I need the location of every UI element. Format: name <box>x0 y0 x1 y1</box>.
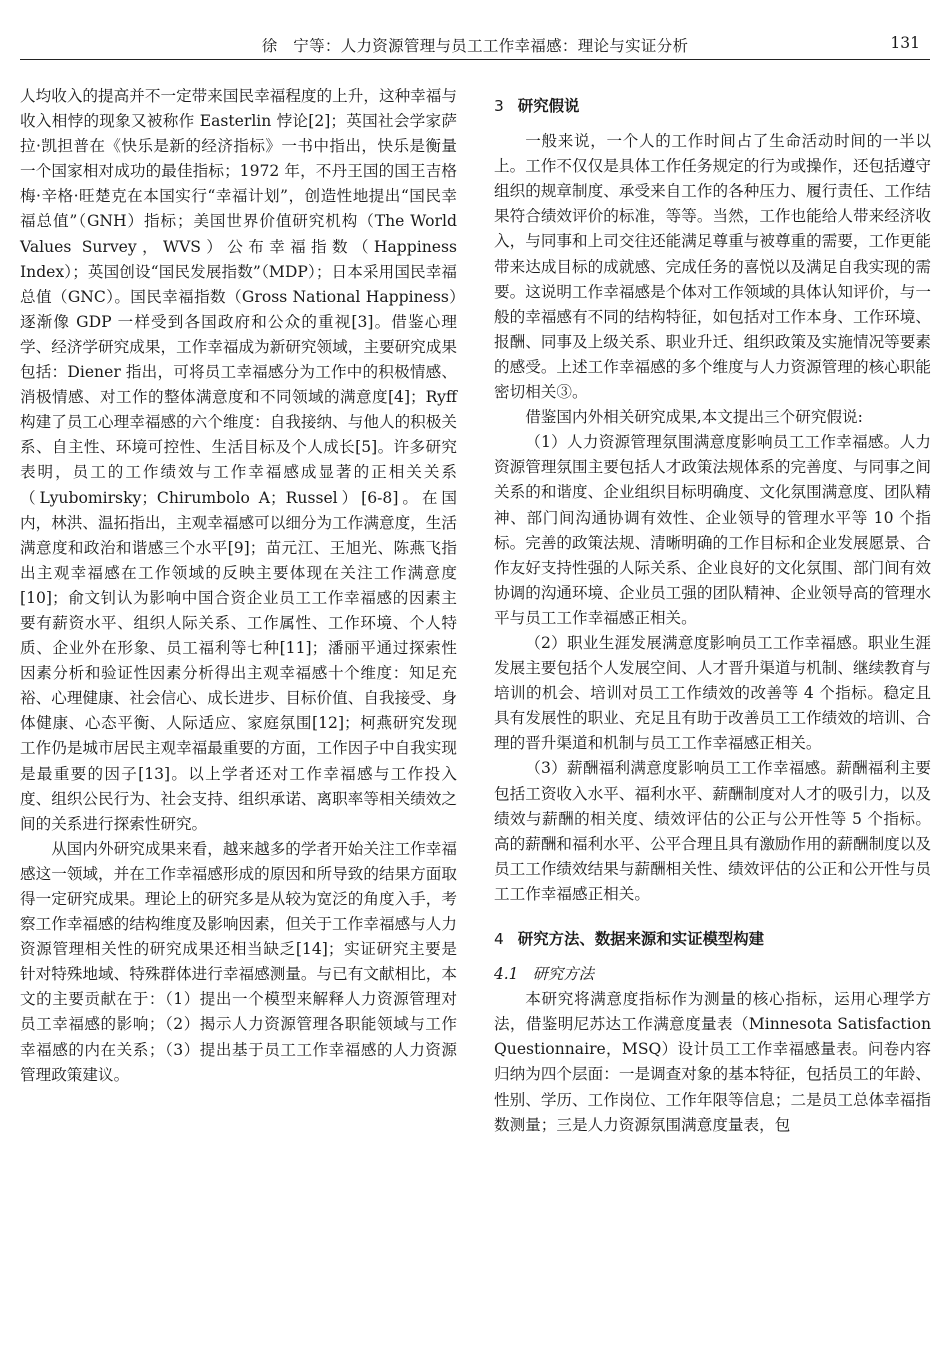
subsection-number: 4.1 <box>494 965 519 984</box>
section-heading <box>494 94 931 119</box>
page-header <box>0 34 950 60</box>
subsection-title: 研究方法 <box>532 965 595 984</box>
section-heading <box>494 927 931 952</box>
header-rule <box>20 59 930 60</box>
section-title: 研究假说 <box>517 97 580 115</box>
paragraph: 本研究将满意度指标作为测量的核心指标，运用心理学方法，借鉴明尼苏达工作满意度量表（Minnesota Satisfaction Questionnaire，MSQ）设计员工工作幸福感量表。问卷内容归纳为四个层面：一是调查对象的基本特征，包括员工的年龄、性别、学历、工作岗位、工作年限等信息；二是员工总体幸福指数测量；三是人力资源氛围满意度量表，包 <box>494 990 931 1134</box>
paragraph: 人均收入的提高并不一定带来国民幸福程度的上升，这种幸福与收入相悖的现象又被称作 Easterlin 悖论[2]；英国社会学家萨拉·凯担普在《快乐是新的经济指标》一书中指出，快乐是衡量一个国家相对成功的最佳指标；1972 年，不丹王国的国王吉格梅·辛格·旺楚克在本国实行“幸福计划”，创造性地提出“国民幸福总值”（GNH）指标；美国世界价值研究机构（The World Values Survey，WVS）公布幸福指数（Happiness Index）；英国创设“国民发展指数”（MDP）；日本采用国民幸福总值（GNC）。国民幸福指数（Gross National Happiness）逐渐像 GDP 一样受到各国政府和公众的重视[3]。借鉴心理学、经济学研究成果，工作幸福成为新研究领域，主要研究成果包括：Diener 指出，可将员工幸福感分为工作中的积极情感、消极情感、对工作的整体满意度和不同领域的满意度[4]；Ryff 构建了员工心理幸福感的六个维度：自我接纳、与他人的积极关系、自主性、环境可控性、生活目标及个人成长[5]。许多研究表明，员工的工作绩效与工作幸福感成显著的正相关关系（Lyubomirsky；Chirumbolo A；Russel）[6-8]。在国内，林洪、温拓指出，主观幸福感可以细分为工作满意度，生活满意度和政治和谐感三个水平[9]；苗元江、王旭光、陈燕飞指出主观幸福感在工作领域的反映主要体现在关注工作满意度[10]；俞文钊认为影响中国合资企业员工工作幸福感的因素主要有薪资水平、组织人际关系、工作属性、工作环境、个人特质、企业外在形象、员工福利等七种[11]；潘丽平通过探索性因素分析和验证性因素分析得出主观幸福感十个维度：知足充裕、心理健康、社会信心、成长进步、目标价值、自我接受、身体健康、心态平衡、人际适应、家庭氛围[12]；柯燕研究发现工作仍是城市居民主观幸福最重要的方面，工作因子中自我实现是最重要的因子[13]。以上学者还对工作幸福感与工作投入度、组织公民行为、社会支持、组织承诺、离职率等相关绩效之间的关系进行探索性研究。 <box>20 87 457 833</box>
section-title: 研究方法、数据来源和实证模型构建 <box>517 930 765 948</box>
paragraph: 借鉴国内外相关研究成果,本文提出三个研究假说: <box>525 408 863 427</box>
subsection-heading <box>494 962 931 987</box>
section-number: 3 <box>494 97 504 115</box>
section-number: 4 <box>494 930 504 948</box>
paragraph: 从国内外研究成果来看，越来越多的学者开始关注工作幸福感这一领域，并在工作幸福感形成的原因和所导致的结果方面取得一定研究成果。理论上的研究多是从较为宽泛的角度入手，考察工作幸福感的结构维度及影响因素，但关于工作幸福感与人力资源管理相关性的研究成果还相当缺乏[14]；实证研究主要是针对特殊地域、特殊群体进行幸福感测量。与已有文献相比，本文的主要贡献在于：（1）提出一个模型来解释人力资源管理对员工幸福感的影响；（2）揭示人力资源管理各职能领域与工作幸福感的内在关系；（3）提出基于员工工作幸福感的人力资源管理政策建议。 <box>20 839 457 1084</box>
running-title: 徐 宁等：人力资源管理与员工工作幸福感：理论与实证分析 <box>261 37 689 55</box>
paragraph: （3）薪酬福利满意度影响员工工作幸福感。薪酬福利主要包括工资收入水平、福利水平、薪酬制度对人才的吸引力，以及绩效与薪酬的相关度、绩效评估的公正与公开性等 5 个指标。高的薪酬和福利水平、公平合理且具有激励作用的薪酬制度以及员工工作绩效结果与薪酬相关性、绩效评估的公正和公开性与员工工作幸福感正相关。 <box>494 759 931 903</box>
paragraph: （2）职业生涯发展满意度影响员工工作幸福感。职业生涯发展主要包括个人发展空间、人才晋升渠道与机制、继续教育与培训的机会、培训对员工工作绩效的改善等 4 个指标。稳定且具有发展性的职业、充足且有助于改善员工工作绩效的培训、合理的晋升渠道和机制与员工工作幸福感正相关。 <box>494 633 931 753</box>
paragraph: 一般来说，一个人的工作时间占了生命活动时间的一半以上。工作不仅仅是具体工作任务规定的行为或操作，还包括遵守组织的规章制度、承受来自工作的各种压力、履行责任、工作结果符合绩效评价的标准，等等。当然，工作也能给人带来经济收入，与同事和上司交往还能满足尊重与被尊重的需要，工作更能带来达成目标的成就感、完成任务的喜悦以及满足自我实现的需要。这说明工作幸福感是个体对工作领域的具体认知评价，与一般的幸福感有不同的结构特征，如包括对工作本身、工作环境、报酬、同事及上级关系、职业升迁、组织政策及实施情况等要素的感受。上述工作幸福感的多个维度与人力资源管理的核心职能密切相关③。 <box>494 132 931 402</box>
left-column <box>20 84 457 1088</box>
paragraph: （1）人力资源管理氛围满意度影响员工工作幸福感。人力资源管理氛围主要包括人才政策法规体系的完善度、与同事之间关系的和谐度、企业组织目标明确度、文化氛围满意度、团队精神、部门间沟通协调有效性、企业领导的管理水平等 10 个指标。完善的政策法规、清晰明确的工作目标和企业发展愿景、合作友好支持性强的人际关系、企业良好的文化氛围、部门间有效协调的沟通环境、企业员工强的团队精神、企业领导高的管理水平与员工工作幸福感正相关。 <box>494 433 931 627</box>
page-number: 131 <box>890 34 920 52</box>
right-column <box>494 84 931 1138</box>
